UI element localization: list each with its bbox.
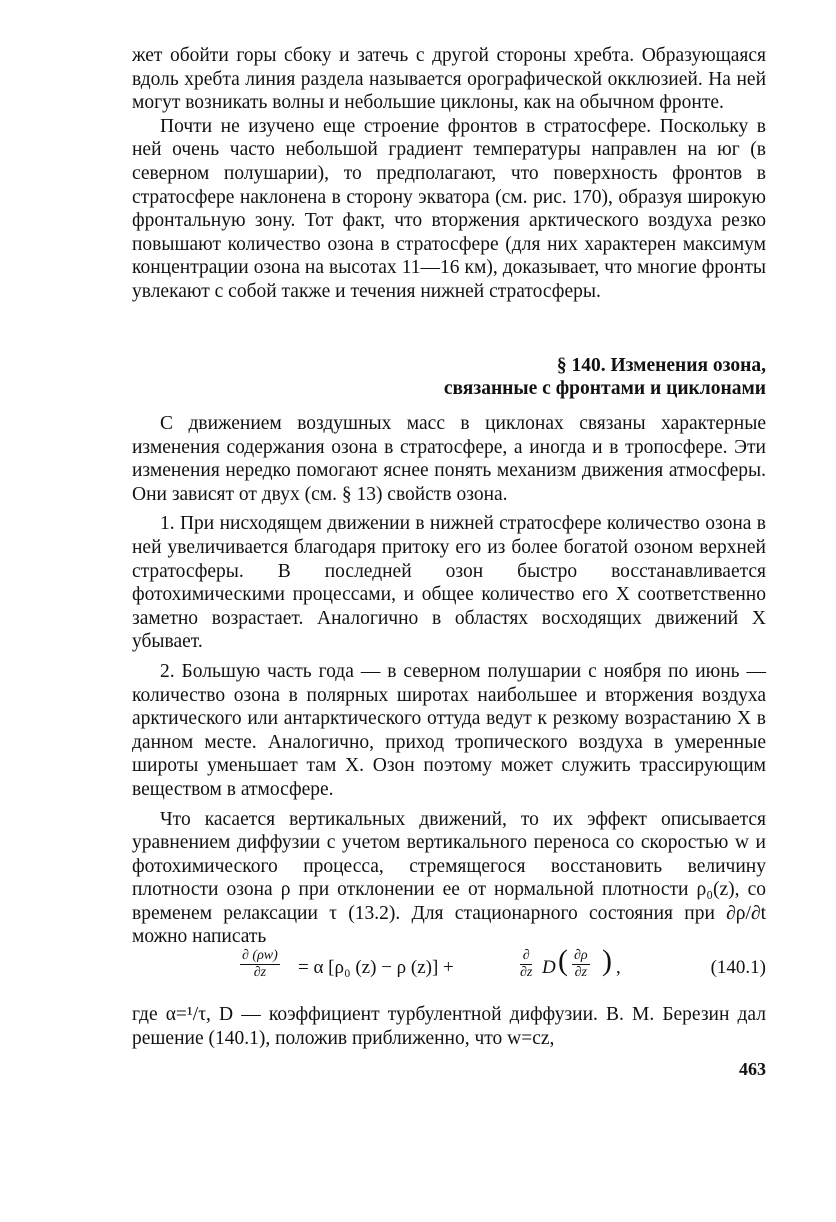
paragraph-last: где α=¹/τ, D — коэффициент турбулентной диффузии. В. М. Березин дал решение (140.1), положив приближенно, что w=cz, xyxy=(132,1004,766,1049)
main-text-block xyxy=(132,412,766,949)
diffusion-coefficient: D xyxy=(542,957,556,978)
section-heading xyxy=(132,354,766,400)
paragraph-point-2: 2. Большую часть года — в северном полушарии с ноября по июнь — количество озона в полярных широтах наибольшее и вторжения воздуха арктического или антарктического оттуда ведут к резкому возрастанию X в данном месте. Аналогично, приход тропического воздуха в умеренные широты уменьшает там X. Озон поэтому может служить трассирующим веществом в атмосфере. xyxy=(132,660,766,800)
paragraph-point-1: 1. При нисходящем движении в нижней стратосфере количество озона в ней увеличивается благодаря притоку его из более богатой озоном верхней стратосферы. В последней озон быстро восстанавливается фотохимическими процессами, и общее количество его X соответственно заметно возрастает. Аналогично в областях восходящих движений X убывает. xyxy=(132,513,766,653)
left-paren: ( xyxy=(558,944,568,977)
equation-middle: = α [ρ₀ (z) − ρ (z)] + xyxy=(298,957,454,978)
paragraph-continuation: жет обойти горы сбоку и затечь с другой стороны хребта. Образующаяся вдоль хребта линия раздела называется орографической окклюзией. На ней могут возникать волны и небольшие циклоны, как на обычном фронте. xyxy=(132,45,766,114)
equation-comma: , xyxy=(616,957,621,978)
page-number: 463 xyxy=(739,1059,766,1079)
top-text-block xyxy=(132,44,766,304)
paragraph-vertical-motion: Что касается вертикальных движений, то их эффект описывается уравнением диффузии с учетом вертикального переноса со скоростью w и фотохимического процесса, стремящегося восстановить величину плотности озона ρ при отклонении ее от нормальной плотности ρ₀(z), со временем релаксации τ (13.2). Для стационарного состояния при ∂ρ/∂t можно написать xyxy=(132,808,766,948)
section-heading-line1: § 140. Изменения озона, xyxy=(556,355,766,376)
right-paren: ) xyxy=(602,944,612,977)
paragraph-intro: С движением воздушных масс в циклонах связаны характерные изменения содержания озона в стратосфере, а иногда и в тропосфере. Эти изменения нередко помогают яснее понять механизм движения атмосферы. Они зависят от двух (см. § 13) свойств озона. xyxy=(132,413,766,505)
paragraph-stratosphere-fronts: Почти не изучено еще строение фронтов в стратосфере. Поскольку в ней очень часто небольшой градиент температуры направлен на юг (в северном полушарии), то предполагают, что поверхность фронтов в стратосфере наклонена в сторону экватора (см. рис. 170), образуя широкую фронтальную зону. Тот факт, что вторжения арктического воздуха резко повышают количество озона в стратосфере (для них характерен максимум концентрации озона на высотах 11—16 км), доказывает, что многие фронты увлекают с собой также и течения нижней стратосферы. xyxy=(132,115,766,302)
equation-number: (140.1) xyxy=(710,957,766,978)
bottom-text-block xyxy=(132,1003,766,1050)
equation-140-1 xyxy=(240,944,766,994)
lhs-fraction: $\frac{\partial (\rho w)}{\partial z}$ xyxy=(242,948,278,980)
inner-fraction: $\frac{\partial\rho}{\partial z}$ xyxy=(574,948,588,980)
section-heading-line2: связанные с фронтами и циклонами xyxy=(443,378,766,399)
derivative-fraction: ∂ ∂z xyxy=(520,948,533,980)
